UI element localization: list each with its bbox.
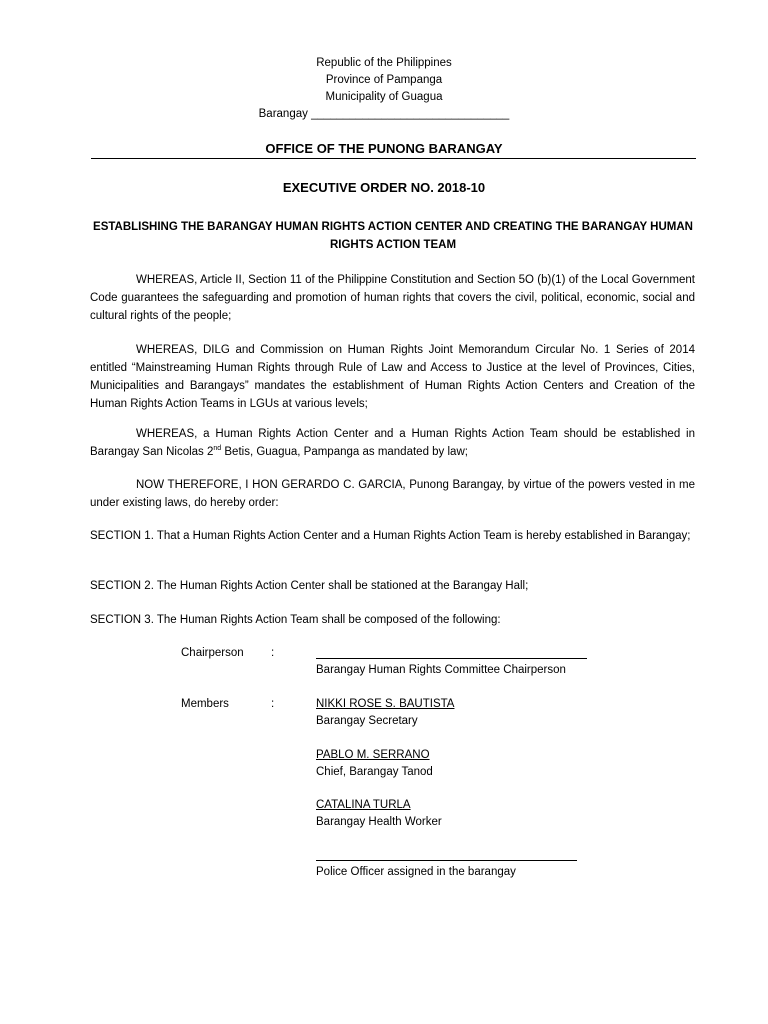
chairperson-colon: :	[271, 647, 275, 659]
whereas-clause-2: WHEREAS, DILG and Commission on Human Rights Joint Memorandum Circular No. 1 Series of 2014 entitled “Mainstreaming Human Rights through Rule of Law and Access to Justice at the level of Provinces, Cities, Municipalities and Barangays” mandates the establishment of Human Rights Action Centers and Creation of the Human Rights Action Teams in LGUs at various levels;	[90, 344, 695, 410]
whereas-clause-1: WHEREAS, Article II, Section 11 of the Philippine Constitution and Section 5O (b)(1) of the Local Government Code guarantees the safeguarding and promotion of human rights that covers the civil, political, economic, social and cultural rights of the people;	[90, 274, 695, 322]
header-divider	[91, 158, 696, 159]
office-title: OFFICE OF THE PUNONG BARANGAY	[265, 141, 503, 156]
whereas-clause-3-text-end: Betis, Guagua, Pampanga as mandated by law;	[221, 446, 468, 458]
member-title: Barangay Secretary	[316, 715, 418, 727]
police-officer-title: Police Officer assigned in the barangay	[316, 866, 516, 878]
member-name: CATALINA TURLA	[316, 799, 411, 811]
chairperson-signature-line	[316, 658, 587, 659]
letterhead-province: Province of Pampanga	[325, 74, 443, 86]
member-title: Chief, Barangay Tanod	[316, 766, 433, 778]
order-number: EXECUTIVE ORDER NO. 2018-10	[282, 180, 486, 195]
order-subject: ESTABLISHING THE BARANGAY HUMAN RIGHTS ACTION CENTER AND CREATING THE BARANGAY HUMAN RIGHTS ACTION TEAM	[93, 221, 693, 251]
section-1: SECTION 1. That a Human Rights Action Center and a Human Rights Action Team is hereby established in Barangay;	[90, 530, 691, 542]
member-title: Barangay Health Worker	[316, 816, 442, 828]
whereas-clause-3	[90, 425, 695, 461]
section-2: SECTION 2. The Human Rights Action Center shall be stationed at the Barangay Hall;	[90, 580, 529, 592]
letterhead-republic: Republic of the Philippines	[316, 57, 452, 69]
now-therefore-clause: NOW THEREFORE, I HON GERARDO C. GARCIA, Punong Barangay, by virtue of the powers vested in me under existing laws, do hereby order:	[90, 479, 695, 509]
letterhead-municipality: Municipality of Guagua	[325, 91, 443, 103]
whereas-clause-3-text: WHEREAS, a Human Rights Action Center and a Human Rights Action Team should be established in Barangay San Nicolas 2	[90, 428, 695, 458]
ordinal-suffix: nd	[213, 445, 222, 453]
section-3: SECTION 3. The Human Rights Action Team shall be composed of the following:	[90, 614, 501, 626]
member-name: NIKKI ROSE S. BAUTISTA	[316, 698, 455, 710]
members-label: Members	[181, 698, 229, 710]
members-colon: :	[271, 698, 275, 710]
chairperson-label: Chairperson	[181, 647, 244, 659]
police-signature-line	[316, 860, 577, 861]
chairperson-title: Barangay Human Rights Committee Chairperson	[316, 664, 566, 676]
member-name: PABLO M. SERRANO	[316, 749, 430, 761]
letterhead-barangay: Barangay _______________________________	[258, 108, 510, 120]
